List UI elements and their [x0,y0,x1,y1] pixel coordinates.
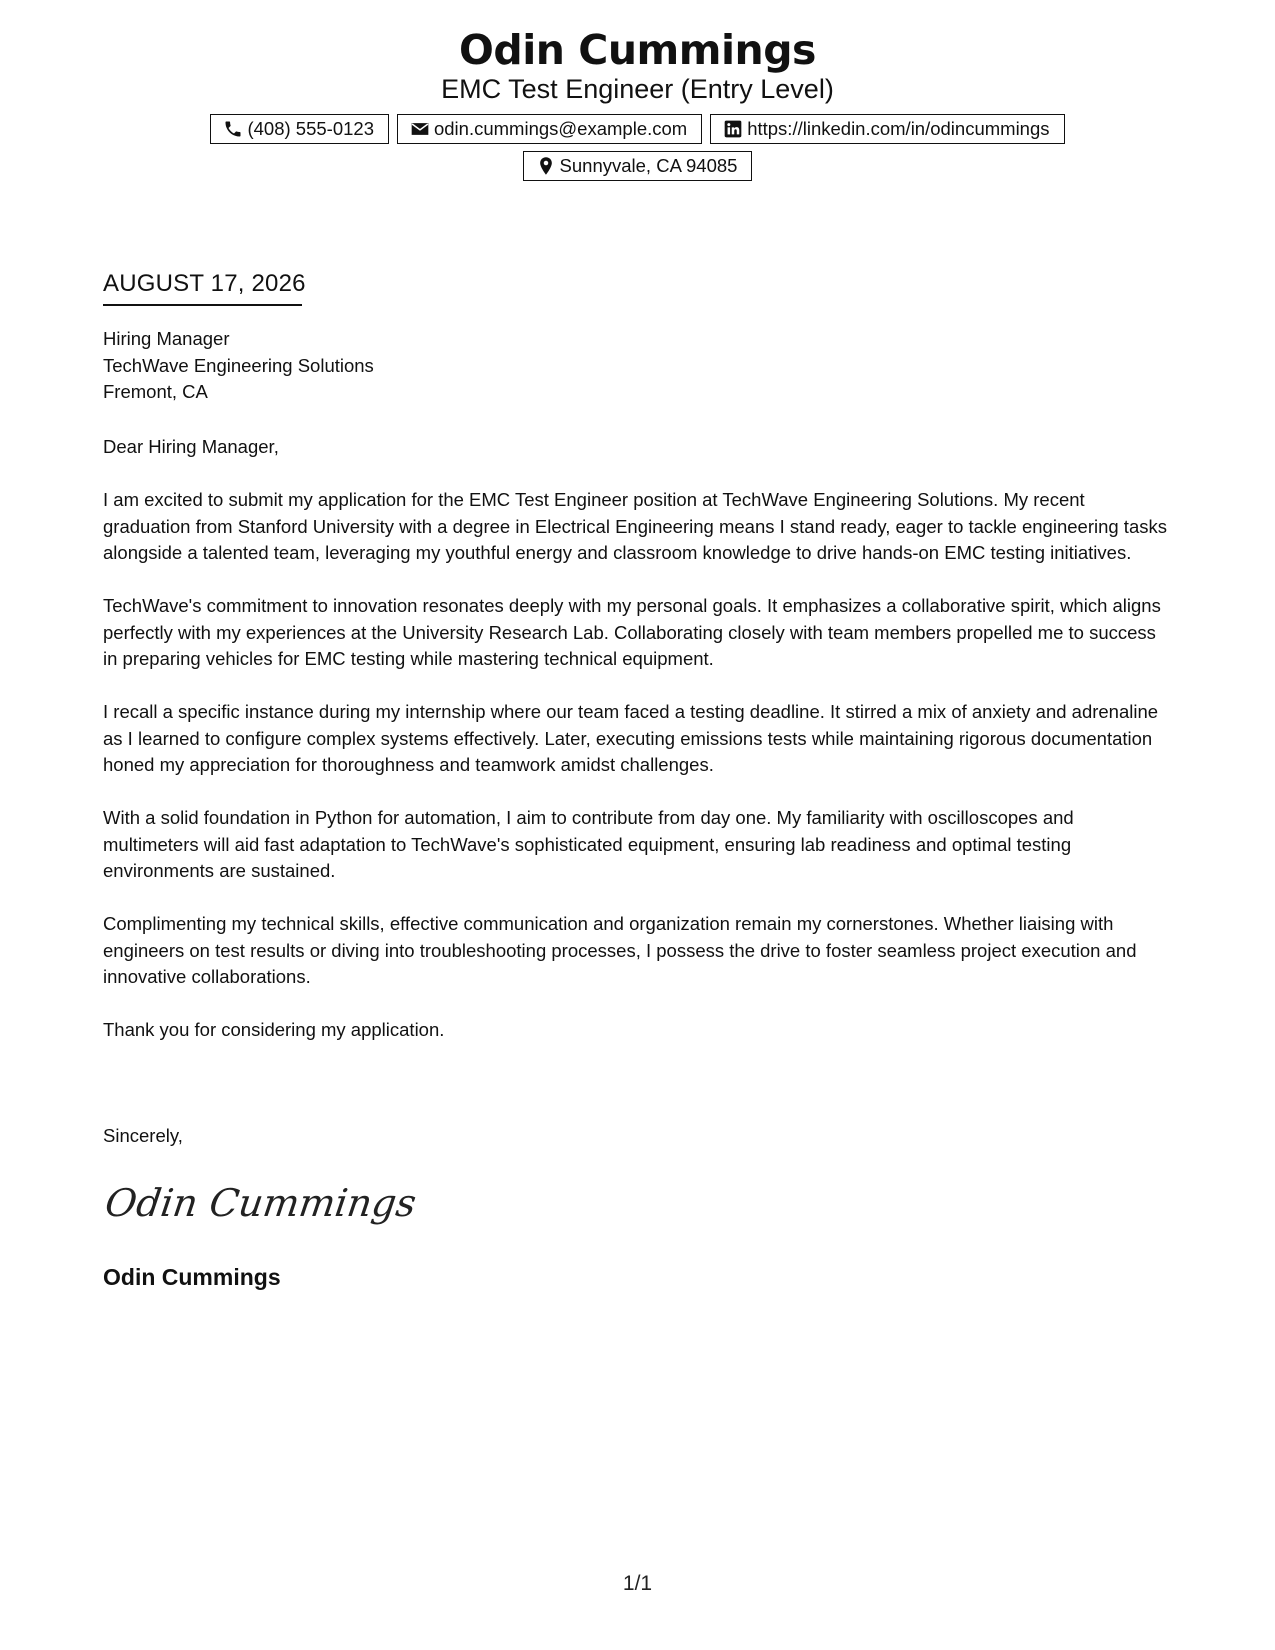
letter-body [103,434,1173,1070]
recipient-block [103,326,374,406]
date-underline [103,304,302,306]
contact-linkedin[interactable] [710,114,1064,144]
paragraph: With a solid foundation in Python for automation, I aim to contribute from day one. My familiarity with oscilloscopes and multimeters will aid fast adaptation to TechWave's sophisticated equipment, ensuring lab readiness and optimal testing environments are sustained. [103,807,1074,881]
contact-row-location [0,151,1275,181]
paragraph: TechWave's commitment to innovation resonates deeply with my personal goals. It emphasizes a collaborative spirit, which aligns perfectly with my experiences at the University Research Lab. Collaborating closely with team members propelled me to success in preparing vehicles for EMC testing while mastering technical equipment. [103,595,1161,669]
paragraph-thanks: Thank you for considering my application. [103,1019,445,1040]
paragraph: I am excited to submit my application for the EMC Test Engineer position at TechWave Engineering Solutions. My recent graduation from Stanford University with a degree in Electrical Engineering means I stand ready, eager to tackle engineering tasks alongside a talented team, leveraging my youthful energy and classroom knowledge to drive hands-on EMC testing initiatives. [103,489,1167,563]
email-text: odin.cummings@example.com [433,118,688,139]
applicant-role: EMC Test Engineer (Entry Level) [441,74,834,104]
envelope-icon [410,119,430,139]
contact-phone[interactable] [210,114,389,144]
contact-row [0,114,1275,144]
phone-icon [223,119,243,139]
map-pin-icon [536,156,556,176]
recipient-company: TechWave Engineering Solutions [103,354,374,376]
linkedin-text: https://linkedin.com/in/odincummings [747,118,1050,139]
letter-header [0,26,1275,106]
linkedin-icon [723,119,743,139]
page-number: 1/1 [622,1572,653,1595]
applicant-name: Odin Cummings [459,26,816,74]
phone-text: (408) 555-0123 [247,118,374,139]
contact-location [523,151,753,181]
closing: Sincerely, [103,1125,183,1146]
handwritten-signature [102,1172,419,1232]
salutation: Dear Hiring Manager, [103,436,279,457]
paragraph: I recall a specific instance during my internship where our team faced a testing deadline. It stirred a mix of anxiety and adrenaline as I learned to configure complex systems effectively. Later, executing emissions tests while maintaining rigorous documentation honed my appreciation for thoroughness and teamwork amidst challenges. [103,701,1159,775]
location-text: Sunnyvale, CA 94085 [559,155,738,176]
signature-glyphs: Odin Cummings [102,1182,419,1226]
contact-email[interactable] [397,114,702,144]
signer-name: Odin Cummings [103,1264,281,1290]
recipient-title: Hiring Manager [103,328,230,349]
letter-date: AUGUST 17, 2026 [103,270,306,297]
recipient-location: Fremont, CA [103,381,208,402]
paragraph: Complimenting my technical skills, effective communication and organization remain my cornerstones. Whether liaising with engineers on test results or diving into troubleshooting processes, I possess the drive to foster seamless project execution and innovative collaborations. [103,913,1137,987]
